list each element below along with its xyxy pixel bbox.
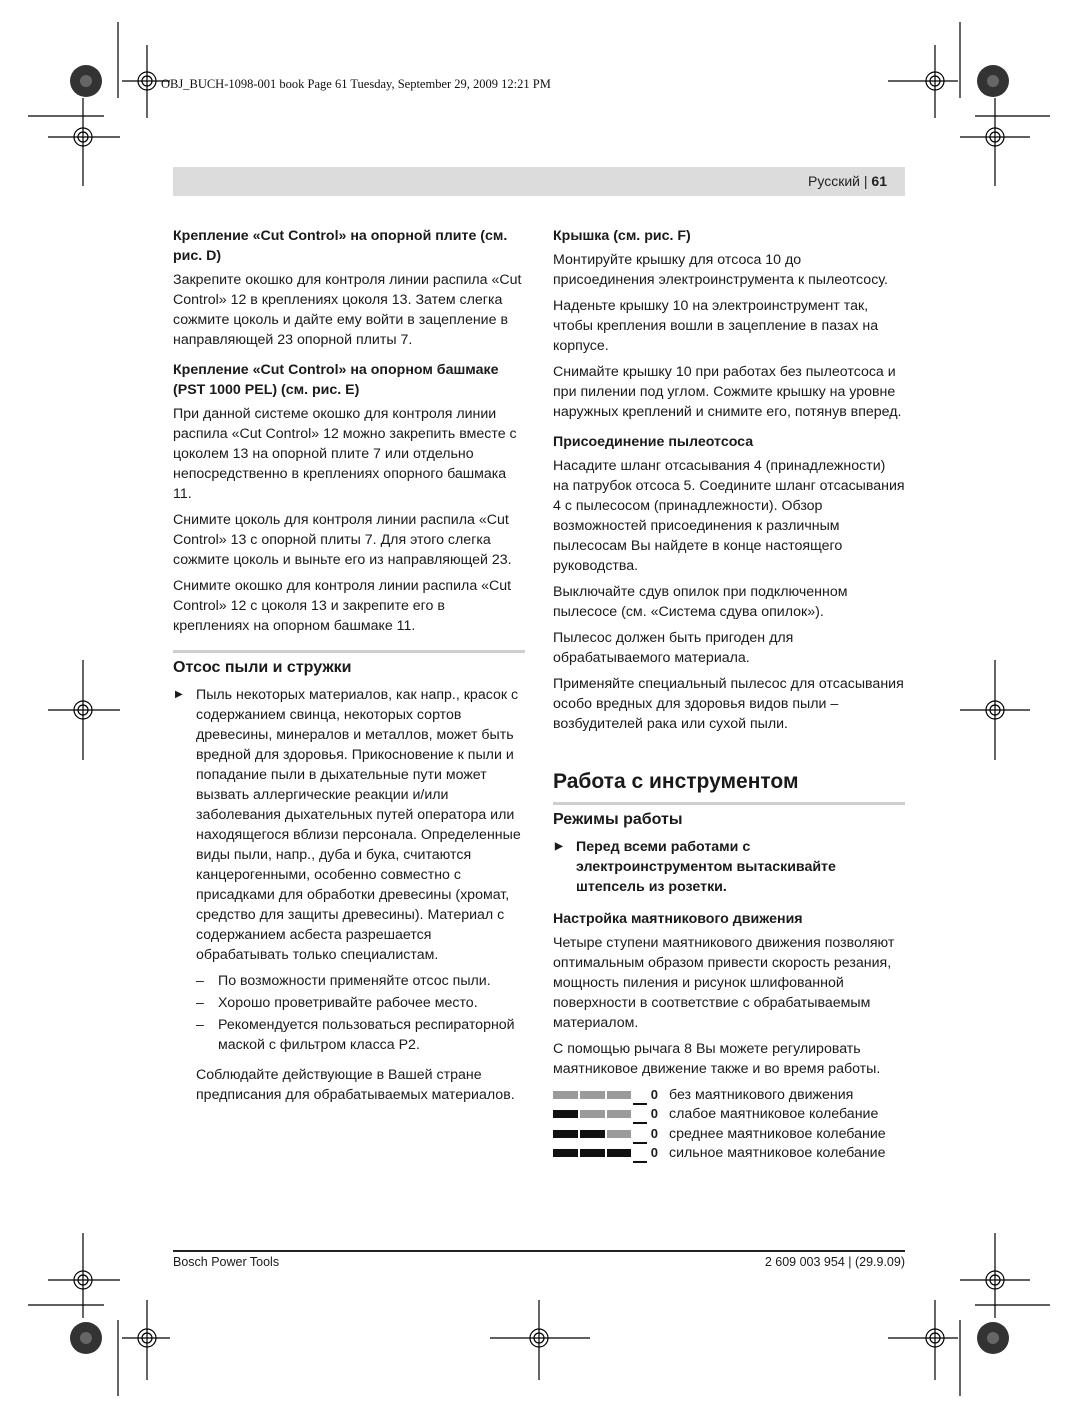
heading-cut-control-shoe: Крепление «Cut Control» на опорном башмаке (PST 1000 PEL) (см. рис. E) [173,362,499,398]
dash-item: – Хорошо проветривайте рабочее место. [173,993,525,1013]
header-language: Русский [808,173,860,189]
dash-item: – Рекомендуется пользоваться респираторной маской с фильтром класса Р2. [173,1015,525,1055]
paragraph: Насадите шланг отсасывания 4 (принадлежности) на патрубок отсоса 5. Соедините шланг отсасывания 4 с пылесосом (принадлежности). Обзор возможностей присоединения к различным пылесосам Вы найдете в конце настоящего руководства. [553,458,905,574]
header-page-number: 61 [871,173,887,189]
dash-item: – По возможности применяйте отсос пыли. [173,971,525,991]
heading-cut-control-plate: Крепление «Cut Control» на опорной плите (см. рис. D) [173,228,508,264]
pendulum-level-zero: 0 [650,1106,658,1122]
pendulum-level-zero: 0 [650,1145,658,1161]
paragraph: Выключайте сдув опилок при подключенном пылесосе (см. «Система сдува опилок»). [553,584,848,620]
paragraph: Снимите окошко для контроля линии распила «Cut Control» 12 с цоколя 13 и закрепите его в креплениях на опорном башмаке 11. [173,578,512,634]
pendulum-level-zero: 0 [650,1086,658,1102]
pendulum-level-label: слабое маятниковое колебание [669,1106,879,1123]
footer-brand: Bosch Power Tools [173,1255,280,1269]
paragraph: Пылесос должен быть пригоден для обрабатываемого материала. [553,630,794,666]
section-modes: Режимы работы [553,802,905,831]
pendulum-level-label: сильное маятниковое колебание [669,1145,886,1162]
closing-note: Соблюдайте действующие в Вашей стране предписания для обрабатываемых материалов. [196,1067,515,1103]
pendulum-level-zero: 0 [650,1125,658,1141]
chapter-title: Работа с инструментом [553,770,799,793]
paragraph: Снимите цоколь для контроля линии распила «Cut Control» 13 с опорной плиты 7. Для этого слегка сожмите цоколь и выньте его из направляющей 23. [173,512,512,568]
heading-cover: Крышка (см. рис. F) [553,228,691,244]
pendulum-level-label: среднее маятниковое колебание [669,1125,886,1142]
paragraph: Применяйте специальный пылесос для отсасывания особо вредных для здоровья видов пыли – возбудителей рака или сухой пыли. [553,676,904,732]
paragraph: Четыре ступени маятникового движения позволяют оптимальным образом привести скорость резания, мощность пиления и рисунок шлифованной поверхности в соответствие с обрабатываемым материалом. [553,935,895,1031]
paragraph: С помощью рычага 8 Вы можете регулировать маятниковое движение также и во время работы. [553,1041,881,1077]
header-separator: | [860,173,872,189]
warning-bullet: ▶ Пыль некоторых материалов, как напр., красок с содержанием свинца, некоторых сортов древесины, минералов и металлов, может быть вредной для здоровья. Прикосновение к пыли и попадание пыли в дыхательные пути может вызвать аллергические реакции и/или заболевания дыхательных путей оператора или находящегося вблизи персонала. Определенные виды пыли, напр., дуба и бука, считаются канцерогенными, особенно совместно с присадками для обработки древесины (хромат, средство для защиты древесины). Материал с содержанием асбеста разрешается обрабатывать только специалистам. [173,685,525,965]
heading-pendulum: Настройка маятникового движения [553,911,803,927]
section-dust-extraction: Отсос пыли и стружки [173,650,525,679]
print-info: OBJ_BUCH-1098-001 book Page 61 Tuesday, September 29, 2009 12:21 PM [161,77,551,91]
footer-doc-number: 2 609 003 954 | (29.9.09) [764,1255,905,1269]
paragraph: Снимайте крышку 10 при работах без пылеотсоса и при пилении под углом. Сожмите крышку на уровне наружных креплений и снимите его, потянув вперед. [553,364,902,420]
paragraph: При данной системе окошко для контроля линии распила «Cut Control» 12 можно закрепить вместе с цоколем 13 на опорной плите 7 или отдельно непосредственно в креплениях опорного башмака 11. [173,406,517,502]
paragraph: Монтируйте крышку для отсоса 10 до присоединения электроинструмента к пылеотсосу. [553,252,888,288]
pendulum-level-label: без маятникового движения [669,1086,854,1103]
paragraph: Закрепите окошко для контроля линии распила «Cut Control» 12 в креплениях цоколя 13. Затем слегка сожмите цоколь и дайте ему войти в зацепление в направляющей 23 опорной плиты 7. [173,272,522,348]
warning-bullet-unplug: ▶ Перед всеми работами с электроинструментом вытаскивайте штепсель из розетки. [553,837,905,897]
paragraph: Наденьте крышку 10 на электроинструмент так, чтобы крепления вошли в зацепление в пазах на корпусе. [553,298,879,354]
heading-vacuum-connection: Присоединение пылеотсоса [553,434,754,450]
